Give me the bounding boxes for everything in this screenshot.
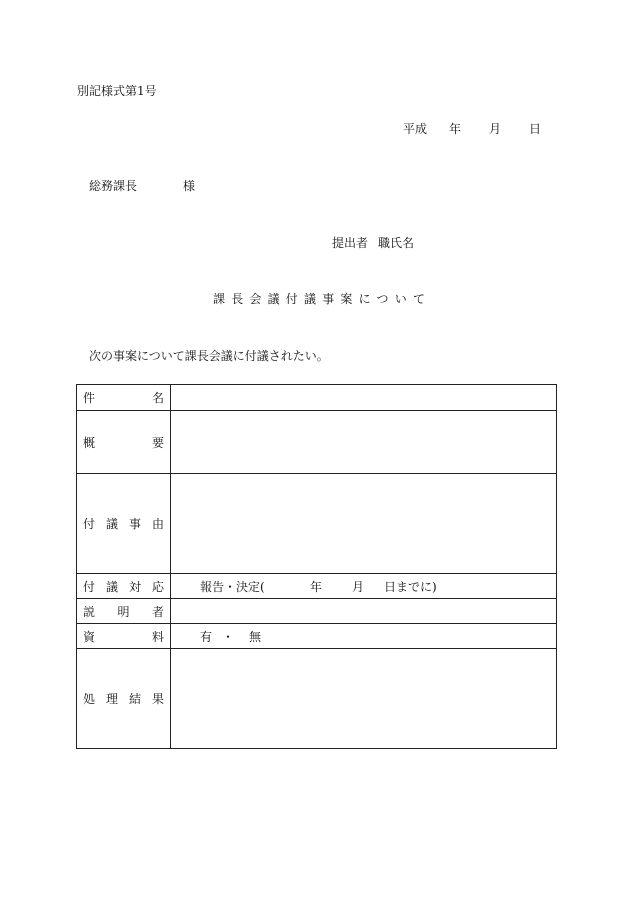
deadline-month-label: 月 xyxy=(352,579,365,594)
row-label-reason: 付 議 事 由 xyxy=(77,474,171,574)
deadline-open: 報告・決定( xyxy=(200,579,265,594)
document-title: 課長会議付議事案について xyxy=(213,292,432,306)
addressee-title: 総務課長 xyxy=(89,179,138,193)
table-row xyxy=(77,474,557,574)
summary-field[interactable] xyxy=(171,411,557,474)
row-label-presenter: 説 明 者 xyxy=(77,599,171,624)
table-row xyxy=(77,574,557,599)
row-label-result: 処 理 結 果 xyxy=(77,649,171,749)
reason-field[interactable] xyxy=(171,474,557,574)
deadline-year-label: 年 xyxy=(310,579,323,594)
table-row xyxy=(77,599,557,624)
row-label-response: 付 議 対 応 xyxy=(77,574,171,599)
submitter-label: 提出者 xyxy=(332,236,369,250)
materials-field[interactable] xyxy=(171,624,557,649)
form-table xyxy=(76,384,557,749)
date-line xyxy=(403,122,541,136)
addressee xyxy=(89,179,195,193)
table-row xyxy=(77,624,557,649)
row-label-subject: 件 名 xyxy=(77,385,171,411)
row-label-summary: 概 要 xyxy=(77,411,171,474)
intro-text: 次の事案について課長会議に付議されたい。 xyxy=(89,349,329,363)
subject-field[interactable] xyxy=(171,385,557,411)
form-number: 別記様式第1号 xyxy=(77,84,157,98)
date-day-label: 日 xyxy=(529,122,542,136)
materials-separator: ・ xyxy=(222,629,235,644)
addressee-honorific: 様 xyxy=(183,179,196,193)
submitter-field: 職氏名 xyxy=(378,236,415,250)
table-row xyxy=(77,411,557,474)
materials-yes[interactable]: 有 xyxy=(200,629,213,644)
deadline-close: 日までに) xyxy=(384,579,437,594)
date-era: 平成 xyxy=(403,122,428,136)
presenter-field[interactable] xyxy=(171,599,557,624)
date-month-label: 月 xyxy=(489,122,502,136)
row-label-materials: 資 料 xyxy=(77,624,171,649)
submitter xyxy=(332,236,414,250)
materials-no[interactable]: 無 xyxy=(249,629,262,644)
table-row xyxy=(77,649,557,749)
table-row xyxy=(77,385,557,411)
result-field[interactable] xyxy=(171,649,557,749)
response-field[interactable] xyxy=(171,574,557,599)
date-year-label: 年 xyxy=(449,122,462,136)
